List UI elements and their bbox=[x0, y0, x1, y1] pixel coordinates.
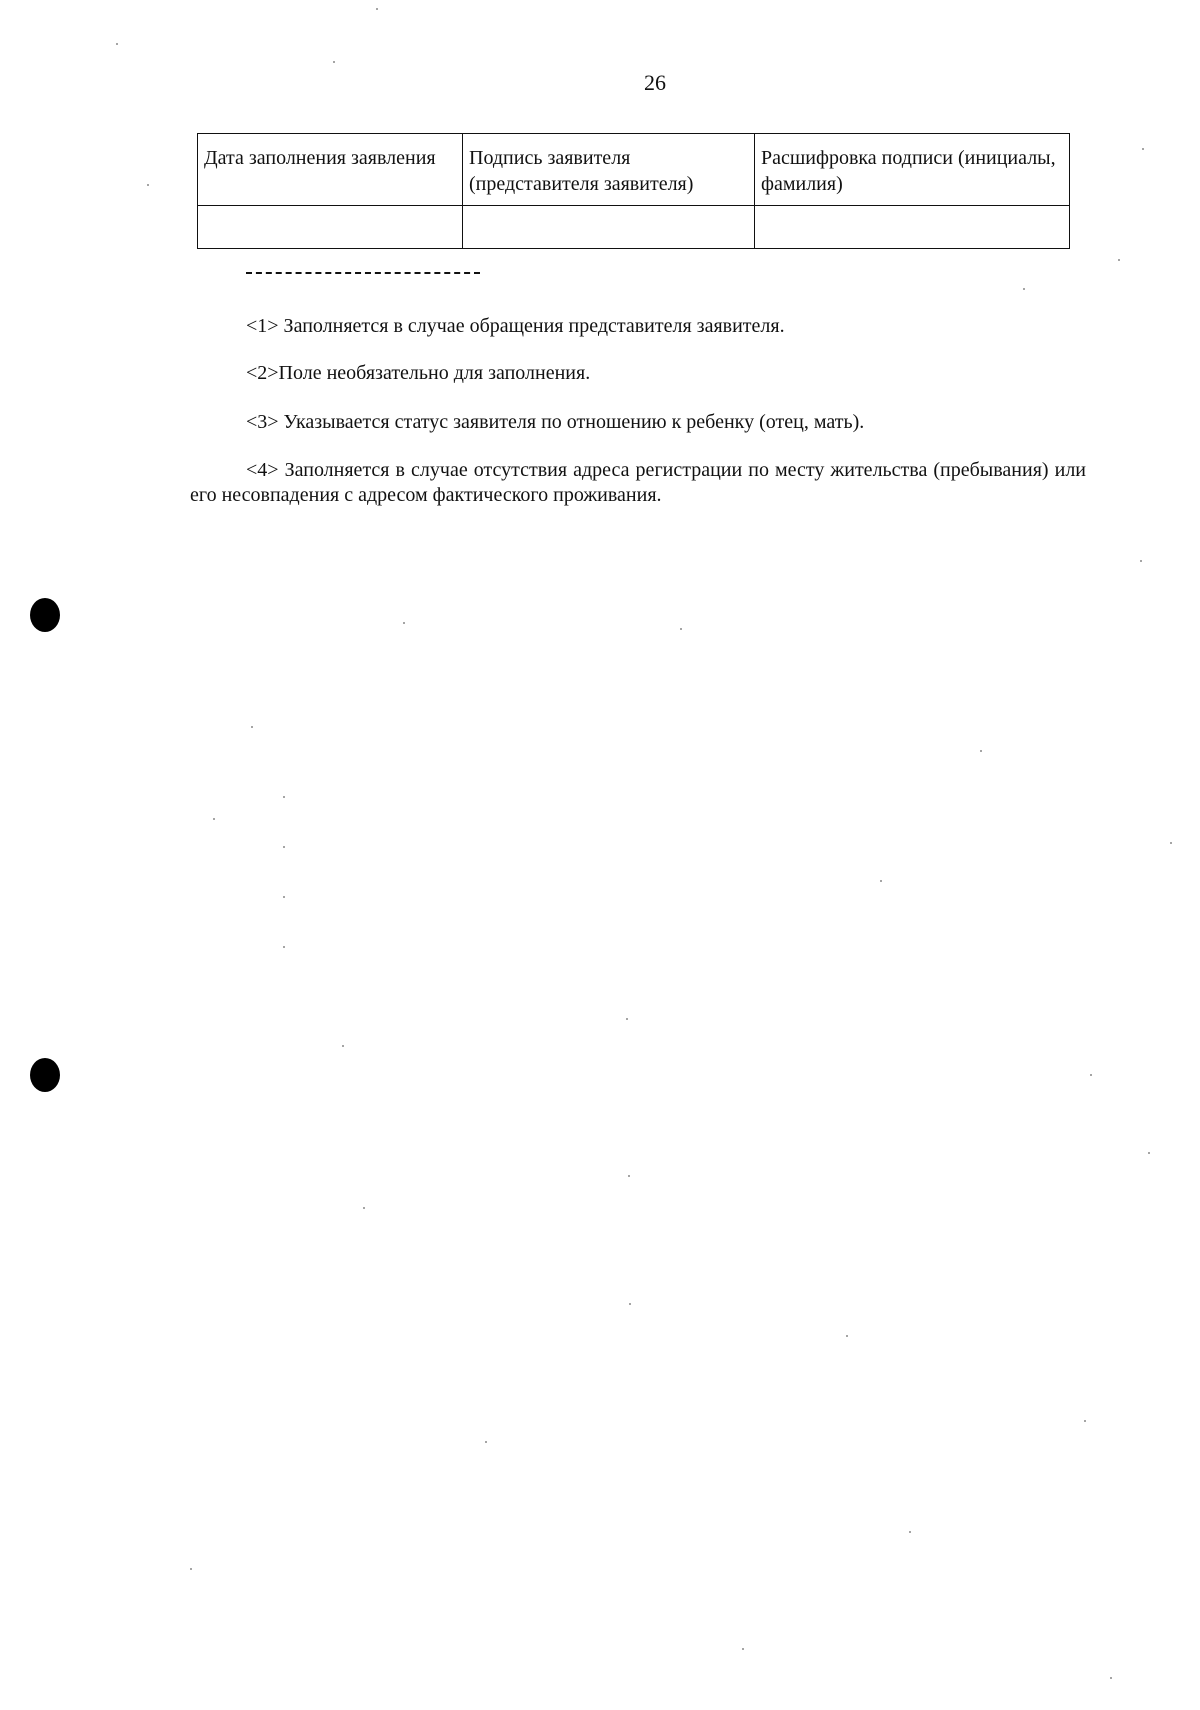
date-filled-header: Дата заполнения заявления bbox=[198, 134, 463, 206]
table-row bbox=[198, 206, 1070, 249]
table-header-row bbox=[198, 134, 1070, 206]
applicant-signature-header: Подпись заявителя (представителя заявителя) bbox=[463, 134, 755, 206]
punch-hole-top bbox=[30, 598, 60, 632]
footnote-2: <2>Поле необязательно для заполнения. bbox=[246, 362, 591, 384]
applicant-signature-cell[interactable] bbox=[463, 206, 755, 249]
footnote-1: <1> Заполняется в случае обращения представителя заявителя. bbox=[246, 315, 785, 337]
signature-table bbox=[197, 133, 1070, 249]
footnote-4: <4> Заполняется в случае отсутствия адреса регистрации по месту жительства (пребывания) или его несовпадения с адресом фактического проживания. bbox=[190, 459, 1086, 506]
footnote-separator bbox=[246, 272, 480, 274]
signature-transcript-cell[interactable] bbox=[755, 206, 1070, 249]
signature-transcript-header: Расшифровка подписи (инициалы, фамилия) bbox=[755, 134, 1070, 206]
punch-hole-bottom bbox=[30, 1058, 60, 1092]
date-filled-cell[interactable] bbox=[198, 206, 463, 249]
page-number: 26 bbox=[644, 70, 666, 95]
footnote-3: <3> Указывается статус заявителя по отношению к ребенку (отец, мать). bbox=[246, 411, 865, 433]
